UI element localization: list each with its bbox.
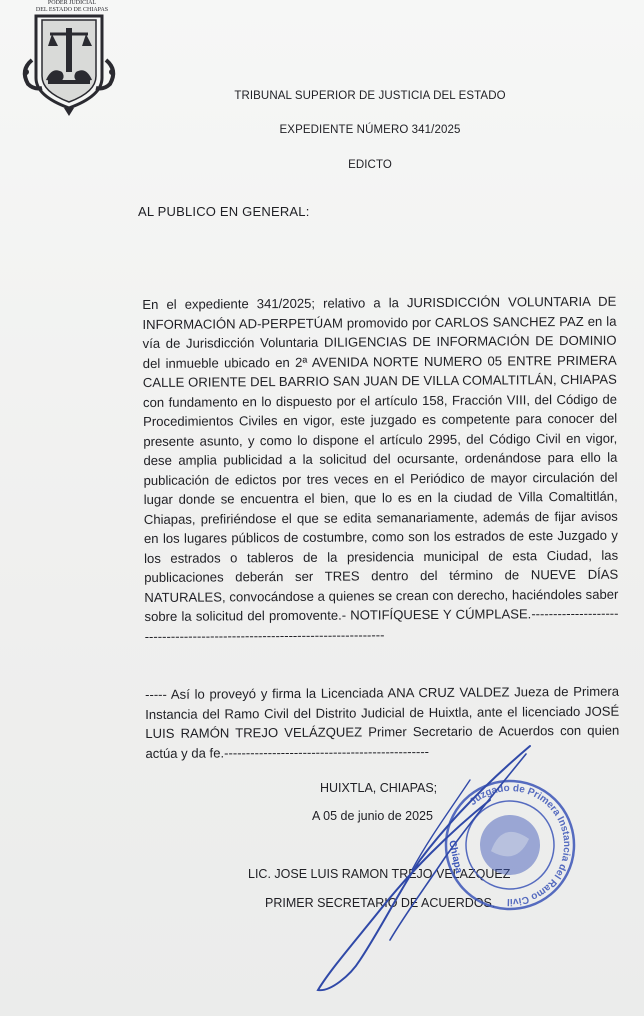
seal-caption-line1: PODER JUDICIAL [47,0,97,6]
case-number: EXPEDIENTE NÚMERO 341/2025 [279,124,461,136]
greeting: AL PUBLICO EN GENERAL: [138,204,310,219]
edict-paragraph-2: ----- Así lo proveyó y firma la Licenciada ANA CRUZ VALDEZ Jueza de Primera Instancia del Ramo Civil del Distrito Judicial de Huixtla, ante el licenciado JOSÉ LUIS RAMÓN TREJO VELÁZQUEZ Primer Secretario de Acuerdos con quien actúa y da fe.----------------------------------------------- [145,683,624,761]
signature-date: A 05 de junio de 2025 [312,809,433,823]
court-seal-logo [14,0,124,120]
signature-place: HUIXTLA, CHIAPAS; [320,781,438,795]
edict-paragraph-1: En el expediente 341/2025; relativo a la JURISDICCIÓN VOLUNTARIA DE INFORMACIÓN AD-PERPETÚAM promovido por CARLOS SANCHEZ PAZ en la vía de Jurisdicción Voluntaria DILIGENCIAS DE INFORMACIÓN DE DOMINIO del inmueble ubicado en 2ª AVENIDA NORTE NUMERO 05 ENTRE PRIMERA CALLE ORIENTE DEL BARRIO SAN JUAN DE VILLA COMALTITLÁN, CHIAPAS con fundamento en lo dispuesto por el artículo 158, Fracción VIII, del Código de Procedimientos Civiles en vigor, este juzgado es competente para conocer del presente asunto, y como lo dispone el artículo 2995, del Código Civil en vigor, dese amplia publicidad a la solicitud del ocursante, ordenándose para ello la publicación de edictos por tres veces en el Periódico de mayor circulación del lugar donde se encuentra el bien, que lo es en la ciudad de Villa Comaltitlán, Chiapas, prefiriéndose el que se edita semanariamente, además de fijar avisos en los lugares públicos de costumbre, como son los estrados de este Juzgado y los estrados o tableros de la presidencia municipal de esta Ciudad, las publicaciones deberán ser TRES dentro del término de NUEVE DÍAS NATURALES, convocándose a quienes se crean con derecho, haciéndoles saber sobre la solicitud del promovente.- NOTIFÍQUESE Y CÚMPLASE.--------------------------------------------------------------------------- [142,293,623,644]
stamp-ring-text: Juzgado de Primera Instancia del Ramo Civil [467,782,573,908]
signatory-name: LIC. JOSE LUIS RAMON TREJO VELAZQUEZ [248,867,511,881]
edict-body [142,253,624,802]
seal-caption-line2: DEL ESTADO DE CHIAPAS [35,7,109,13]
court-name: TRIBUNAL SUPERIOR DE JUSTICIA DEL ESTADO [234,90,506,102]
signatory-title: PRIMER SECRETARIO DE ACUERDOS. [265,896,496,910]
stamp-left-text: Chiapa [446,839,464,875]
handwritten-signature [300,740,540,1000]
document-type: EDICTO [348,159,392,171]
